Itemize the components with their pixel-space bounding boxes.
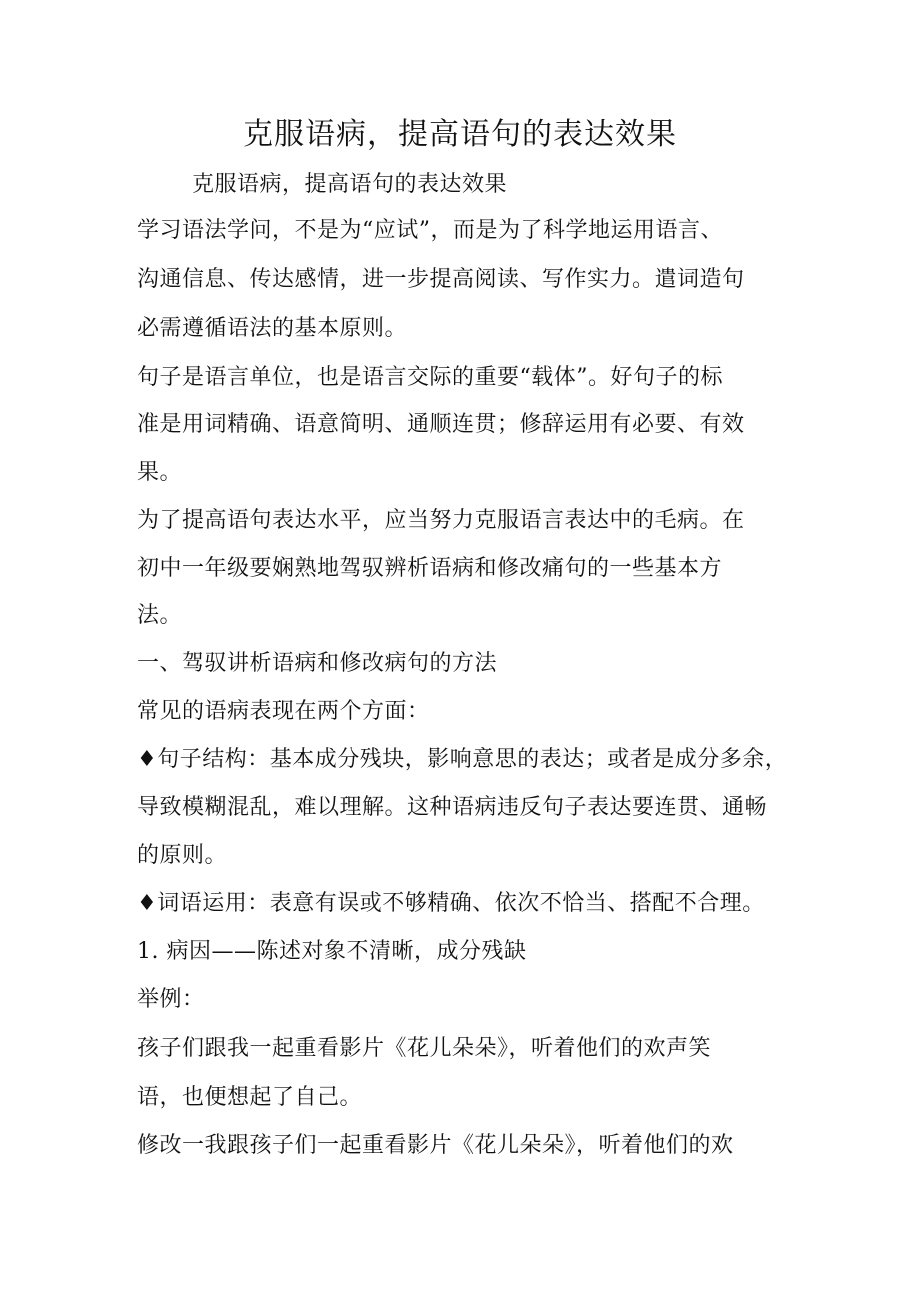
text-line: 常见的语病表现在两个方面： bbox=[137, 699, 430, 724]
section-heading: 一、驾驭讲析语病和修改病句的方法 bbox=[137, 651, 498, 676]
text-line: 法。 bbox=[137, 603, 183, 628]
text-line: 果。 bbox=[137, 460, 183, 485]
bullet-line: ♦句子结构：基本成分残块，影响意思的表达；或者是成分多余， bbox=[137, 747, 788, 772]
document-subtitle: 克服语病，提高语句的表达效果 bbox=[192, 172, 508, 197]
text-line: 沟通信息、传达感情，进一步提高阅读、写作实力。遣词造句 bbox=[137, 267, 745, 292]
text-line: 学习语法学问，不是为“应试”，而是为了科学地运用语言、 bbox=[137, 218, 723, 243]
text-line: 准是用词精确、语意简明、通顺连贯；修辞运用有必要、有效 bbox=[137, 412, 745, 437]
text-line: 句子是语言单位，也是语言交际的重要“载体”。好句子的标 bbox=[137, 365, 723, 390]
text-line: 语，也便想起了自己。 bbox=[137, 1085, 363, 1110]
text-line: 修改一我跟孩子们一起重看影片《花儿朵朵》，听着他们的欢 bbox=[137, 1133, 734, 1158]
text-line: 1. 病因——陈述对象不清晰，成分残缺 bbox=[137, 939, 527, 964]
text-line: 为了提高语句表达水平，应当努力克服语言表达中的毛病。在 bbox=[137, 508, 745, 533]
bullet-line: ♦词语运用：表意有误或不够精确、依次不恰当、搭配不合理。 bbox=[137, 891, 765, 916]
document-title: 克服语病，提高语句的表达效果 bbox=[243, 117, 677, 152]
text-line: 孩子们跟我一起重看影片《花儿朵朵》，听着他们的欢声笑 bbox=[137, 1036, 712, 1061]
text-line: 导致模糊混乱，难以理解。这种语病违反句子表达要连贯、通畅 bbox=[137, 795, 768, 820]
text-line: 必需遵循语法的基本原则。 bbox=[137, 316, 408, 341]
text-line: 举例： bbox=[137, 987, 205, 1012]
text-line: 的原则。 bbox=[137, 843, 228, 868]
text-line: 初中一年级要娴熟地驾驭辨析语病和修改痛句的一些基本方 bbox=[137, 556, 723, 581]
